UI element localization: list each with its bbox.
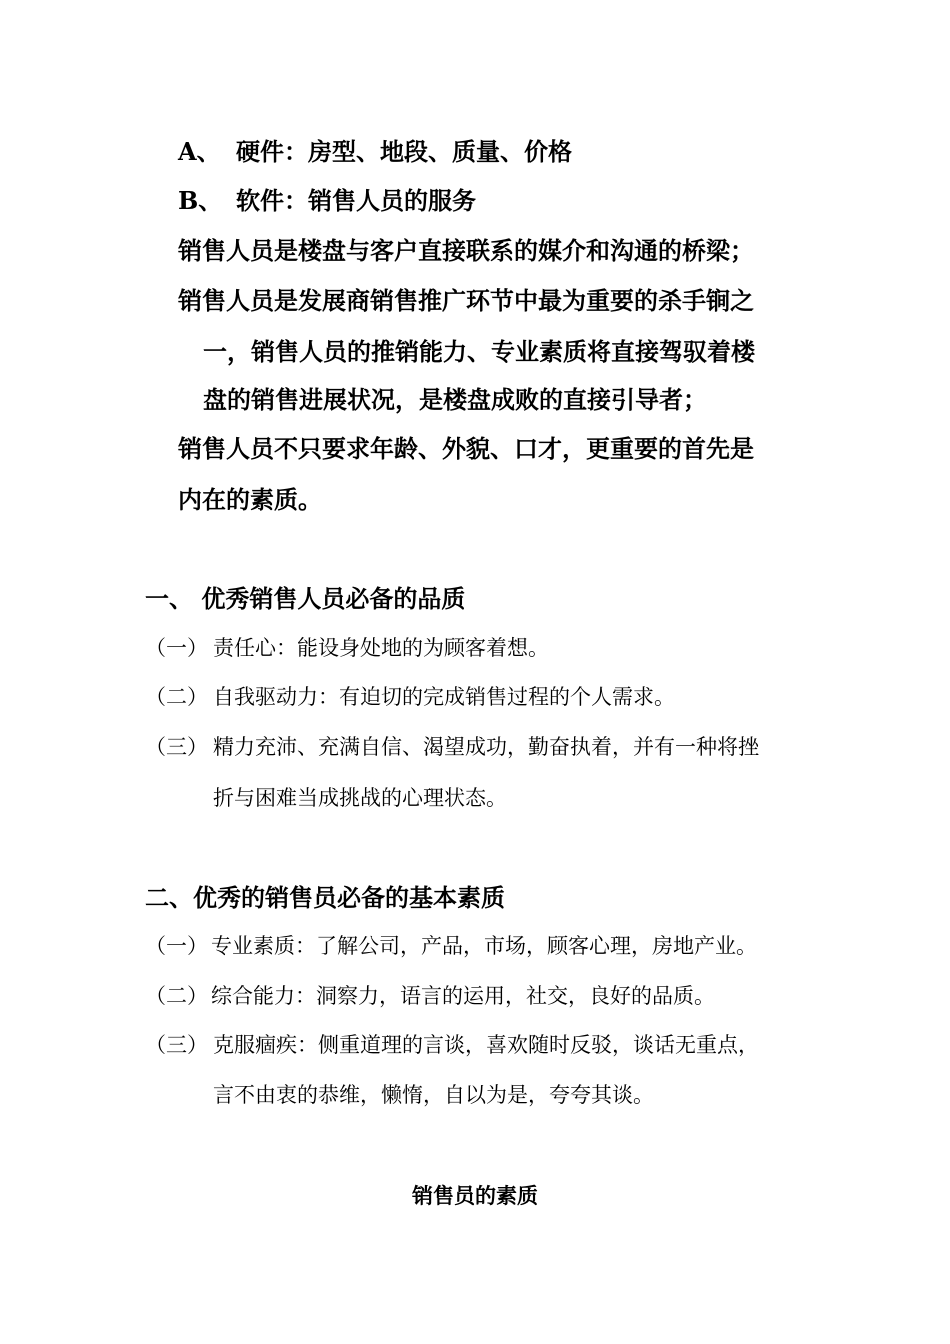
item-a — [178, 137, 572, 166]
list-item-text: 专业素质：了解公司，产品，市场，顾客心理，房地产业。 — [211, 934, 757, 958]
list-item-text: 综合能力：洞察力，语言的运用，社交，良好的品质。 — [211, 984, 715, 1008]
item-b-label: B、 — [178, 186, 223, 215]
intro-paragraph-2-line-2: 一，销售人员的推销能力、专业素质将直接驾驭着楼 — [203, 337, 755, 366]
item-b-text: 软件：销售人员的服务 — [236, 186, 476, 215]
intro-paragraph-1: 销售人员是楼盘与客户直接联系的媒介和沟通的桥梁； — [178, 236, 754, 265]
section-1-item-1 — [145, 638, 549, 659]
list-item-text: 责任心：能设身处地的为顾客着想。 — [213, 636, 549, 660]
list-marker: （三） — [145, 735, 208, 759]
section-2-heading: 二、优秀的销售员必备的基本素质 — [145, 883, 505, 912]
section-1-item-3 — [145, 737, 759, 758]
list-marker: （二） — [145, 984, 208, 1008]
list-marker: （二） — [145, 685, 208, 709]
section-1-item-3-continuation: 折与困难当成挑战的心理状态。 — [213, 786, 507, 810]
list-marker: （三） — [145, 1033, 208, 1057]
list-marker: （一） — [145, 636, 208, 660]
intro-paragraph-3-line-1: 销售人员不只要求年龄、外貌、口才，更重要的首先是 — [178, 434, 754, 463]
intro-paragraph-2-line-3: 盘的销售进展状况，是楼盘成败的直接引导者； — [203, 385, 707, 414]
item-a-label: A、 — [178, 137, 221, 166]
item-a-text: 硬件：房型、地段、质量、价格 — [236, 137, 572, 166]
item-b — [178, 186, 476, 215]
list-item-text: 精力充沛、充满自信、渴望成功，勤奋执着，并有一种将挫 — [213, 735, 759, 759]
intro-paragraph-2-line-1: 销售人员是发展商销售推广环节中最为重要的杀手锏之 — [178, 286, 754, 315]
section-2-item-2 — [145, 986, 715, 1007]
section-2-item-1 — [145, 936, 757, 957]
section-2-item-3 — [145, 1035, 759, 1056]
list-item-text: 克服痼疾：侧重道理的言谈，喜欢随时反驳，谈话无重点， — [213, 1033, 759, 1057]
section-2-item-3-continuation: 言不由衷的恭维，懒惰，自以为是，夸夸其谈。 — [213, 1083, 654, 1107]
intro-paragraph-3-line-2: 内在的素质。 — [178, 485, 322, 514]
section-title: 销售员的素质 — [412, 1183, 538, 1208]
list-item-text: 自我驱动力：有迫切的完成销售过程的个人需求。 — [213, 685, 675, 709]
list-marker: （一） — [145, 934, 208, 958]
section-1-item-2 — [145, 687, 675, 708]
section-1-heading: 一、 优秀销售人员必备的品质 — [145, 584, 466, 613]
